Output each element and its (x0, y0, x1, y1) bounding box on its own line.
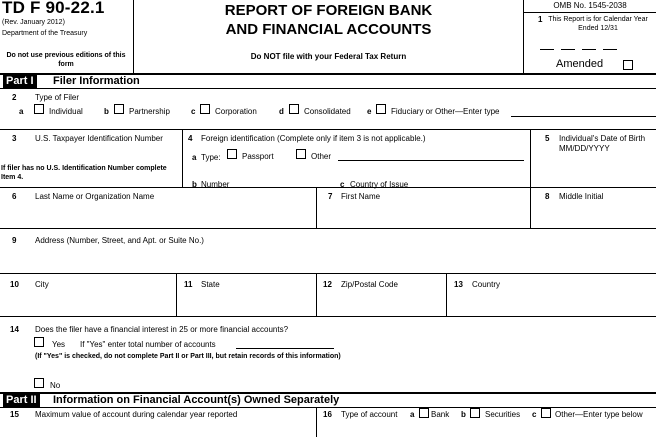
item-15-label: Maximum value of account during calendar year reported (35, 410, 238, 419)
item-10-number: 10 (10, 280, 19, 289)
item-10-label: City (35, 280, 49, 289)
item-13-label: Country (472, 280, 501, 289)
header-divider-right (523, 0, 524, 73)
item-3-number: 3 (12, 134, 17, 143)
item-3-label: U.S. Taxpayer Identification Number (35, 134, 163, 143)
col-rule-11-12 (316, 273, 317, 316)
item-11-label: State (201, 280, 220, 289)
filer-type-c-letter: c (191, 107, 196, 116)
item-1-number: 1 (538, 15, 543, 24)
item-6-label: Last Name or Organization Name (35, 192, 155, 201)
item-9-number: 9 (12, 236, 17, 245)
item-9-label: Address (Number, Street, and Apt. or Suite No.) (35, 236, 204, 245)
item-5-label: Individual's Date of Birth MM/DD/YYYY (559, 134, 646, 153)
item-4-number: 4 (188, 134, 193, 143)
filer-type-e-letter: e (367, 107, 372, 116)
item-8-number: 8 (545, 192, 550, 201)
item-2-number: 2 (12, 93, 17, 102)
item-3-note: If filer has no U.S. Identification Number complete Item 4. (1, 165, 167, 181)
amended-label: Amended (556, 58, 604, 70)
filer-type-b-letter: b (104, 107, 109, 116)
item-5-number: 5 (545, 134, 550, 143)
item-6-number: 6 (12, 192, 17, 201)
account-type-other-checkbox[interactable] (541, 408, 551, 418)
filer-type-d-letter: d (279, 107, 284, 116)
filer-type-a-letter: a (19, 107, 24, 116)
account-type-securities-label: Securities (485, 410, 521, 419)
part-1-label: Part I (3, 74, 37, 88)
row-rule-2 (0, 129, 656, 130)
year-digit-2[interactable] (561, 49, 575, 50)
row-rule-6 (0, 316, 656, 317)
filer-type-fiduciary-checkbox[interactable] (376, 104, 386, 114)
filer-type-individual-checkbox[interactable] (34, 104, 44, 114)
item-16-label: Type of account (341, 410, 398, 419)
item-14-total-accounts-line[interactable] (236, 348, 334, 349)
year-digit-4[interactable] (603, 49, 617, 50)
row-rule-3 (0, 187, 656, 188)
part-1-bottom-rule (0, 88, 656, 89)
item-11-number: 11 (184, 280, 193, 289)
other-id-type-line[interactable] (338, 160, 524, 161)
part-2-title: Information on Financial Account(s) Owned Separately (53, 394, 340, 406)
item-7-label: First Name (341, 192, 381, 201)
item-4a-letter: a (192, 153, 197, 162)
row-rule-4 (0, 228, 656, 229)
item-8-label: Middle Initial (559, 192, 604, 201)
item-1-label: This Report is for Calendar Year Ended 12/31 (548, 16, 648, 32)
other-id-checkbox[interactable] (296, 149, 306, 159)
item-4c-label: Country of Issue (350, 180, 409, 189)
item-14-no-label: No (50, 381, 61, 390)
part-2-label: Part II (3, 393, 40, 407)
item-14-yes-checkbox[interactable] (34, 337, 44, 347)
year-digit-1[interactable] (540, 49, 554, 50)
col-rule-6-7 (316, 187, 317, 228)
col-rule-7-8 (530, 187, 531, 228)
filer-type-consolidated-label: Consolidated (304, 107, 351, 116)
form-title-line-1: REPORT OF FOREIGN BANK (224, 2, 433, 19)
filer-type-corporation-label: Corporation (215, 107, 257, 116)
item-13-number: 13 (454, 280, 463, 289)
col-rule-3-4 (182, 129, 183, 187)
account-type-bank-checkbox[interactable] (419, 408, 429, 418)
do-not-file-notice: Do NOT file with your Federal Tax Return (250, 52, 407, 61)
form-title-line-2: AND FINANCIAL ACCOUNTS (225, 21, 432, 38)
filer-type-individual-label: Individual (49, 107, 83, 116)
col-rule-12-13 (446, 273, 447, 316)
part-2-bottom-rule (0, 407, 656, 408)
account-type-securities-checkbox[interactable] (470, 408, 480, 418)
item-16-number: 16 (323, 410, 332, 419)
item-14-total-accounts-label: If "Yes" enter total number of accounts (80, 340, 216, 349)
filer-type-partnership-label: Partnership (129, 107, 170, 116)
item-4-label: Foreign identification (Complete only if item 3 is not applicable.) (201, 134, 426, 143)
account-type-bank-label: Bank (431, 410, 450, 419)
col-rule-4-5 (530, 129, 531, 187)
item-4a-label: Type: (201, 153, 221, 162)
item-4b-letter: b (192, 180, 197, 189)
item-15-number: 15 (10, 410, 19, 419)
form-id: TD F 90-22.1 (2, 0, 105, 17)
previous-editions-notice: Do not use previous editions of this form (6, 52, 126, 68)
item-14-note: (If "Yes" is checked, do not complete Part II or Part III, but retain records of this information) (35, 353, 341, 360)
item-4c-letter: c (340, 180, 345, 189)
passport-checkbox[interactable] (227, 149, 237, 159)
account-type-b-letter: b (461, 410, 466, 419)
account-type-c-letter: c (532, 410, 537, 419)
item-14-yes-label: Yes (52, 340, 66, 349)
item-12-label: Zip/Postal Code (341, 280, 398, 289)
passport-label: Passport (242, 152, 274, 161)
item-4b-label: Number (201, 180, 230, 189)
revision-date: (Rev. January 2012) (2, 19, 65, 26)
part-1-title: Filer Information (53, 75, 140, 87)
item-14-no-checkbox[interactable] (34, 378, 44, 388)
filer-type-corporation-checkbox[interactable] (200, 104, 210, 114)
filer-type-other-line[interactable] (511, 116, 656, 117)
account-type-other-label: Other—Enter type below (555, 410, 643, 419)
col-rule-15-16 (316, 407, 317, 437)
account-type-a-letter: a (410, 410, 415, 419)
item-12-number: 12 (323, 280, 332, 289)
col-rule-10-11 (176, 273, 177, 316)
omb-number: OMB No. 1545-2038 (553, 1, 627, 10)
filer-type-partnership-checkbox[interactable] (114, 104, 124, 114)
omb-divider (523, 12, 656, 13)
year-digit-3[interactable] (582, 49, 596, 50)
item-2-label: Type of Filer (35, 93, 80, 102)
filer-type-consolidated-checkbox[interactable] (289, 104, 299, 114)
department-name: Department of the Treasury (2, 30, 88, 37)
other-id-label: Other (311, 152, 332, 161)
row-rule-5 (0, 273, 656, 274)
item-14-question: Does the filer have a financial interest in 25 or more financial accounts? (35, 325, 289, 334)
filer-type-fiduciary-label: Fiduciary or Other—Enter type (391, 107, 500, 116)
item-7-number: 7 (328, 192, 333, 201)
item-14-number: 14 (10, 325, 19, 334)
amended-checkbox[interactable] (623, 60, 633, 70)
